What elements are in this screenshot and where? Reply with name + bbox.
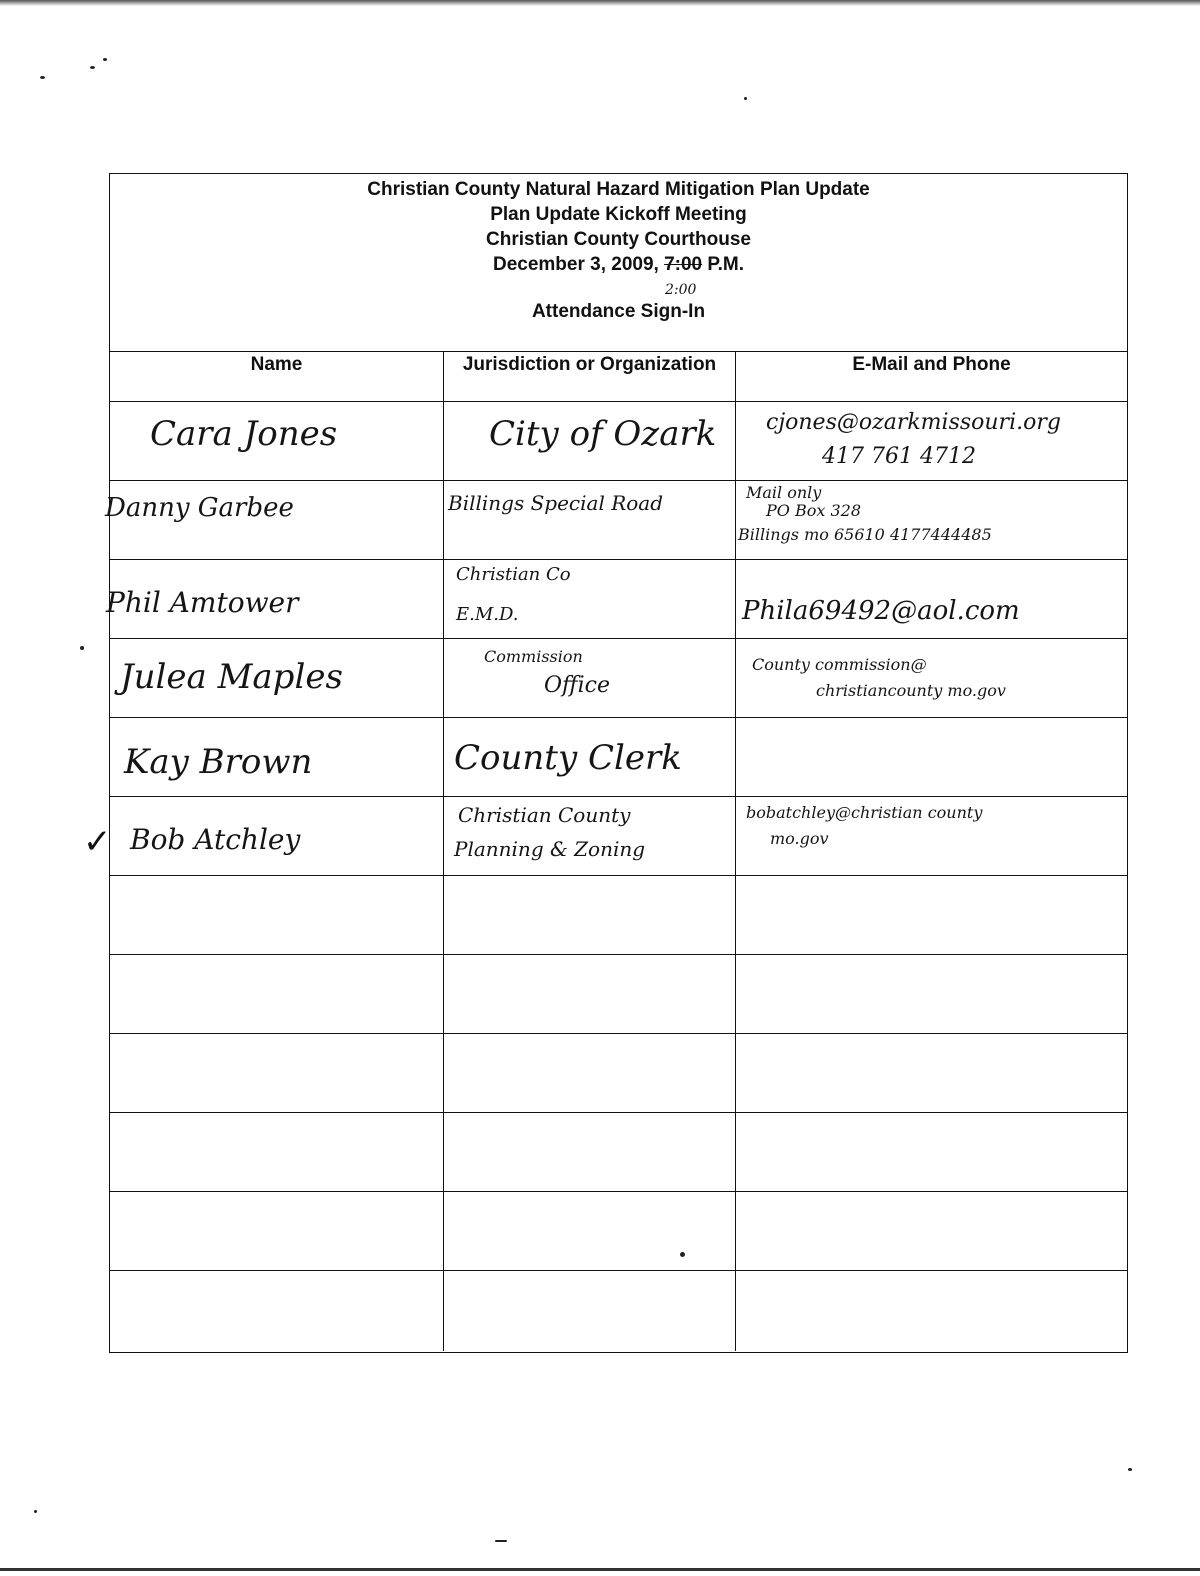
contact-cell <box>736 481 1127 559</box>
table-row <box>110 797 1127 876</box>
org-cell <box>444 876 736 954</box>
contact-cell <box>736 639 1127 717</box>
attendee-email-line2: christiancounty mo.gov <box>816 681 1006 700</box>
attendee-org-line2: Planning & Zoning <box>454 837 646 861</box>
date-suffix: P.M. <box>707 254 745 275</box>
contact-cell <box>736 1271 1127 1351</box>
attendee-phone: 417 761 4712 <box>822 444 976 469</box>
table-row <box>110 402 1127 481</box>
attendee-email: bobatchley@christian county <box>746 803 983 822</box>
org-cell <box>444 1034 736 1112</box>
org-cell <box>444 402 736 480</box>
contact-cell <box>736 797 1127 875</box>
scan-speck <box>34 1510 37 1513</box>
attendee-name: Phil Amtower <box>106 586 299 619</box>
attendee-org-line2: E.M.D. <box>456 604 519 625</box>
name-cell <box>106 560 444 638</box>
name-cell <box>110 955 444 1033</box>
org-cell <box>444 1113 736 1191</box>
attendee-org: County Clerk <box>454 738 682 778</box>
table-row-empty <box>110 1034 1127 1113</box>
plan-title: Christian County Natural Hazard Mitigation Plan Update <box>367 179 870 200</box>
attendee-email-line2: mo.gov <box>770 829 829 848</box>
table-row-empty <box>110 1271 1127 1351</box>
org-cell <box>444 560 736 638</box>
meeting-date <box>110 252 1127 277</box>
column-header-contact: E-Mail and Phone <box>852 354 1011 375</box>
org-cell <box>444 1271 736 1351</box>
table-row-empty <box>110 876 1127 955</box>
contact-cell <box>736 560 1127 638</box>
contact-cell <box>736 876 1127 954</box>
attendee-po-box: PO Box 328 <box>766 501 862 520</box>
struck-time: 7:00 <box>664 254 703 275</box>
org-cell <box>444 1192 736 1270</box>
attendee-name: Bob Atchley <box>130 823 301 856</box>
org-cell <box>444 481 736 559</box>
attendee-org: Christian County <box>458 803 631 827</box>
date-text: December 3, 2009, <box>492 254 659 275</box>
org-cell <box>444 639 736 717</box>
attendee-mail-note: Mail only <box>746 483 822 502</box>
scan-speck <box>744 97 747 100</box>
table-row <box>106 560 1127 639</box>
org-cell <box>444 797 736 875</box>
table-row <box>105 481 1127 560</box>
contact-cell <box>736 718 1127 796</box>
scan-speck <box>1128 1468 1132 1471</box>
name-cell <box>110 1192 444 1270</box>
meeting-location: Christian County Courthouse <box>486 229 751 250</box>
column-header-row <box>110 351 1127 402</box>
column-header-jurisdiction: Jurisdiction or Organization <box>444 351 736 401</box>
table-row-empty <box>110 1113 1127 1192</box>
contact-cell <box>736 1034 1127 1112</box>
attendee-org: Billings Special Road <box>448 491 664 515</box>
attendance-sheet <box>105 173 1128 1353</box>
checkmark-icon: ✓ <box>83 822 112 862</box>
contact-cell <box>736 1113 1127 1191</box>
contact-cell <box>736 402 1127 480</box>
attendee-name: Danny Garbee <box>105 493 294 523</box>
name-cell <box>110 1271 444 1351</box>
attendee-name: Cara Jones <box>150 414 338 454</box>
name-cell <box>110 797 444 875</box>
name-cell <box>110 639 444 717</box>
table-row <box>110 718 1127 797</box>
handwritten-time: 2:00 <box>665 282 697 298</box>
attendee-org-line2: Office <box>544 673 610 698</box>
contact-cell <box>736 1192 1127 1270</box>
attendee-email: Phila69492@aol.com <box>742 596 1020 626</box>
name-cell <box>110 718 444 796</box>
attendee-name: Kay Brown <box>124 742 313 782</box>
table-row-empty <box>110 1192 1127 1271</box>
scan-speck <box>40 76 45 79</box>
name-cell <box>105 481 444 559</box>
attendee-email: cjones@ozarkmissouri.org <box>766 410 1061 435</box>
org-cell <box>444 955 736 1033</box>
column-header-name: Name <box>110 351 444 401</box>
sheet-header <box>110 174 1127 352</box>
scan-speck <box>495 1540 507 1542</box>
contact-cell <box>736 955 1127 1033</box>
attendee-email: County commission@ <box>752 655 927 674</box>
name-cell <box>110 1113 444 1191</box>
name-cell <box>110 1034 444 1112</box>
sign-in-title: Attendance Sign-In <box>531 301 706 322</box>
name-cell <box>110 876 444 954</box>
attendee-org: City of Ozark <box>489 414 717 454</box>
name-cell <box>110 402 444 480</box>
attendee-address-phone: Billings mo 65610 4177444485 <box>738 525 992 544</box>
scan-speck <box>80 646 84 650</box>
scan-speck <box>90 66 95 69</box>
attendee-name: Julea Maples <box>120 657 343 697</box>
table-row <box>110 639 1127 718</box>
scan-speck <box>103 58 107 61</box>
attendee-org: Christian Co <box>456 564 571 585</box>
org-cell <box>444 718 736 796</box>
scan-bottom-edge <box>0 1568 1200 1571</box>
scan-top-edge <box>0 0 1200 6</box>
meeting-title: Plan Update Kickoff Meeting <box>490 204 747 225</box>
attendee-org: Commission <box>484 647 583 666</box>
table-row-empty <box>110 955 1127 1034</box>
